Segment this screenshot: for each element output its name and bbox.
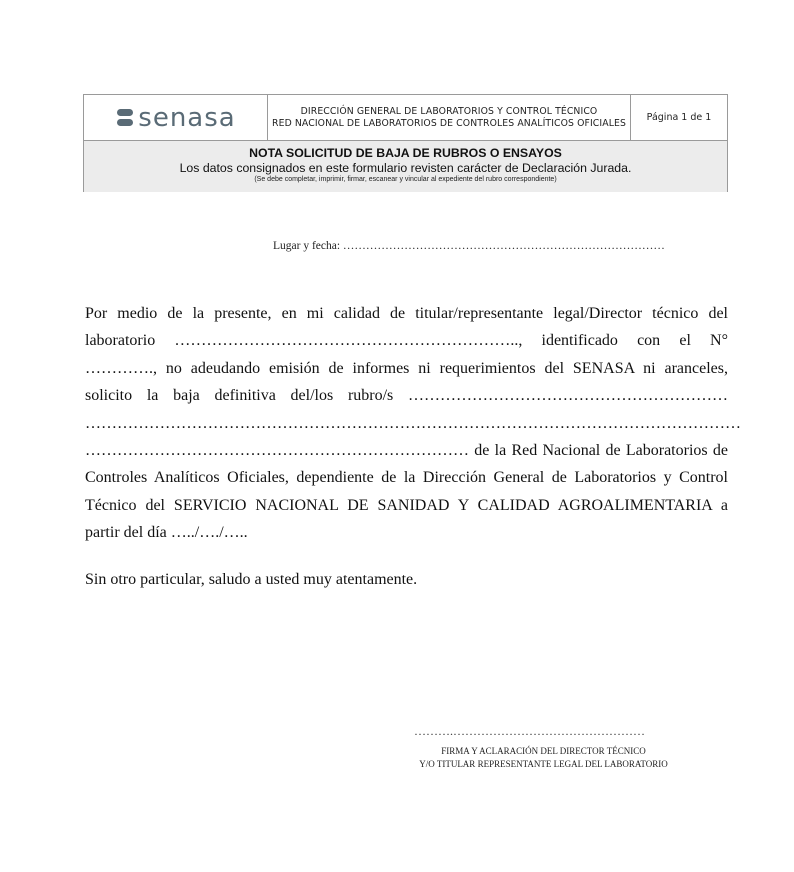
senasa-logo (115, 102, 236, 133)
body-line: Técnico del SERVICIO NACIONAL DE SANIDAD Y CALIDAD AGROALIMENTARIA a (85, 496, 728, 514)
page-number: Página 1 de 1 (646, 112, 712, 123)
logo-cell (84, 95, 268, 140)
body-line: …………., no adeudando emisión de informes ni requerimientos del SENASA ni aranceles, (85, 359, 728, 377)
page-number-cell (631, 95, 727, 140)
form-note: (Se debe completar, imprimir, firmar, escanear y vincular al expediente del rubro correspondiente) (254, 176, 557, 183)
form-title: NOTA SOLICITUD DE BAJA DE RUBROS O ENSAYOS (249, 146, 562, 160)
document-header (83, 94, 728, 192)
header-top-row (84, 95, 727, 141)
body-line: solicito la baja definitiva del/los rubro/s …………………………………………………… (85, 387, 728, 405)
body-line: Por medio de la presente, en mi calidad de titular/representante legal/Director técnico del (85, 305, 728, 322)
direction-line-1: DIRECCIÓN GENERAL DE LABORATORIOS Y CONTROL TÉCNICO (300, 105, 598, 117)
body-line: ……………………………………………………………… de la Red Nacional de Laboratorios de (85, 442, 728, 460)
body-line: Controles Analíticos Oficiales, dependiente de la Dirección General de Laboratorios y Control (85, 469, 728, 487)
body-line: partir del día …../…./….. (85, 524, 248, 542)
form-subtitle: Los datos consignados en este formulario revisten carácter de Declaración Jurada. (179, 161, 632, 175)
logo-wordmark: senasa (138, 102, 236, 133)
body-line: laboratorio ……………………………………………………….., identificado con el N° (85, 332, 728, 350)
form-title-band (84, 141, 727, 192)
direction-line-2: RED NACIONAL DE LABORATORIOS DE CONTROLES ANALÍTICOS OFICIALES (272, 117, 626, 129)
signature-caption-2: Y/O TITULAR REPRESENTANTE LEGAL DEL LABORATORIO (419, 759, 668, 769)
signature-caption-1: FIRMA Y ACLARACIÓN DEL DIRECTOR TÉCNICO (441, 746, 646, 756)
signature-line: ……….………………………………………… (414, 724, 645, 738)
closing-line: Sin otro particular, saludo a usted muy atentamente. (85, 571, 418, 588)
senasa-logo-icon (115, 107, 135, 129)
direction-cell (268, 95, 631, 140)
request-body (85, 300, 741, 547)
body-line: …………………………………………………………………………………………………………… (85, 414, 741, 432)
place-date-field: Lugar y fecha: ………………………………………………………………………… (273, 240, 665, 252)
